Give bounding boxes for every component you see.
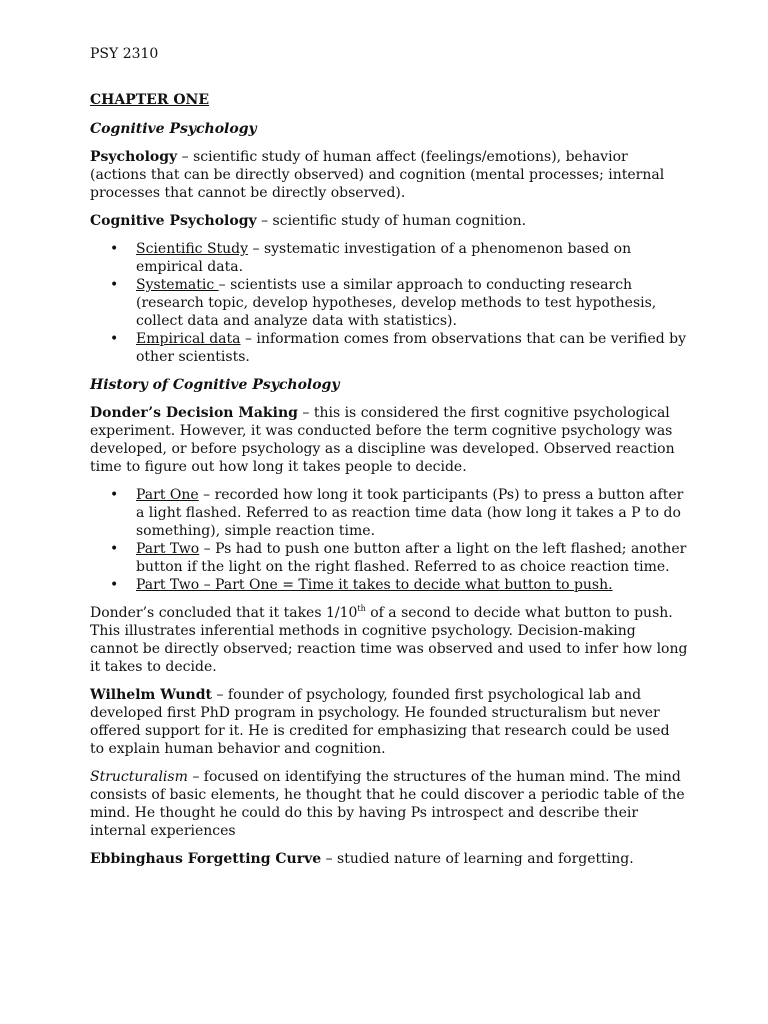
list-item — [136, 330, 688, 366]
list-item-text: – Ps had to push one button after a light on the left flashed; another button if the light on the right flashed. Referred to as choice reaction time. — [136, 541, 687, 575]
list-item-text: – recorded how long it took participants (Ps) to press a button after a light flashed. Referred to as reaction time data (how long it takes a P to do something), simple reaction time. — [136, 487, 684, 539]
ebbinghaus-paragraph — [90, 850, 688, 868]
structuralism-paragraph — [90, 768, 688, 840]
section-heading-cognitive-psychology: Cognitive Psychology — [90, 121, 257, 137]
list-item-text: – scientists use a similar approach to conducting research (research topic, develop hypotheses, develop methods to test hypothesis, collect data and analyze data with statistics). — [136, 277, 657, 329]
ebbinghaus-text: – studied nature of learning and forgetting. — [321, 851, 634, 867]
term-psychology: Psychology — [90, 149, 178, 165]
term-part-one: Part One — [136, 487, 199, 503]
term-systematic: Systematic — [136, 277, 219, 293]
wundt-paragraph — [90, 686, 688, 758]
structuralism-text: – focused on identifying the structures of the human mind. The mind consists of basic elements, he thought that he could discover a periodic table of the mind. He thought he could do this by having Ps introspect and describe their internal experiences — [90, 769, 685, 839]
list-item — [136, 486, 688, 540]
term-ebbinghaus-forgetting-curve: Ebbinghaus Forgetting Curve — [90, 851, 322, 867]
term-structuralism: Structuralism — [90, 769, 188, 785]
superscript-th: th — [357, 604, 366, 613]
list-item-text: – systematic investigation of a phenomenon based on empirical data. — [136, 241, 632, 275]
term-empirical-data: Empirical data — [136, 331, 241, 347]
definition-cognitive-psychology-text: – scientific study of human cognition. — [256, 213, 527, 229]
list-item — [136, 540, 688, 576]
donders-conclusion — [90, 604, 688, 676]
chapter-title: CHAPTER ONE — [90, 92, 210, 108]
scientific-terms-list — [90, 240, 688, 366]
section-heading-history: History of Cognitive Psychology — [90, 377, 340, 393]
list-item — [136, 576, 688, 594]
donders-paragraph — [90, 404, 688, 476]
term-part-two: Part Two — [136, 541, 200, 557]
term-scientific-study: Scientific Study — [136, 241, 249, 257]
definition-psychology — [90, 148, 688, 202]
list-item — [136, 276, 688, 330]
wundt-text: – founder of psychology, founded first psychological lab and developed first PhD program in psychology. He founded structuralism but never offered support for it. He is credited for emphasizing that research could be used to explain human behavior and cognition. — [90, 687, 670, 757]
conclusion-text-end: of a second to decide what button to push. This illustrates inferential methods in cognitive psychology. Decision-making cannot be directly observed; reaction time was observed and used to infer how long it takes to decide. — [90, 605, 688, 675]
course-code: PSY 2310 — [90, 46, 159, 62]
donders-text: – this is considered the first cognitive psychological experiment. However, it was conducted before the term cognitive psychology was developed, or before psychology as a discipline was developed. Observed reaction time to figure out how long it takes people to decide. — [90, 405, 675, 475]
term-donders-decision-making: Donder’s Decision Making — [90, 405, 298, 421]
term-part-difference: Part Two – Part One = Time it takes to decide what button to push. — [136, 577, 613, 593]
donders-parts-list — [90, 486, 688, 594]
term-wilhelm-wundt: Wilhelm Wundt — [90, 687, 212, 703]
definition-psychology-text: – scientific study of human affect (feelings/emotions), behavior (actions that can be directly observed) and cognition (mental processes; internal processes that cannot be directly observed). — [90, 149, 665, 201]
term-cognitive-psychology: Cognitive Psychology — [90, 213, 257, 229]
list-item-text: – information comes from observations that can be verified by other scientists. — [136, 331, 687, 365]
list-item — [136, 240, 688, 276]
definition-cognitive-psychology — [90, 212, 688, 230]
conclusion-text-start: Donder’s concluded that it takes 1/10 — [90, 605, 358, 621]
